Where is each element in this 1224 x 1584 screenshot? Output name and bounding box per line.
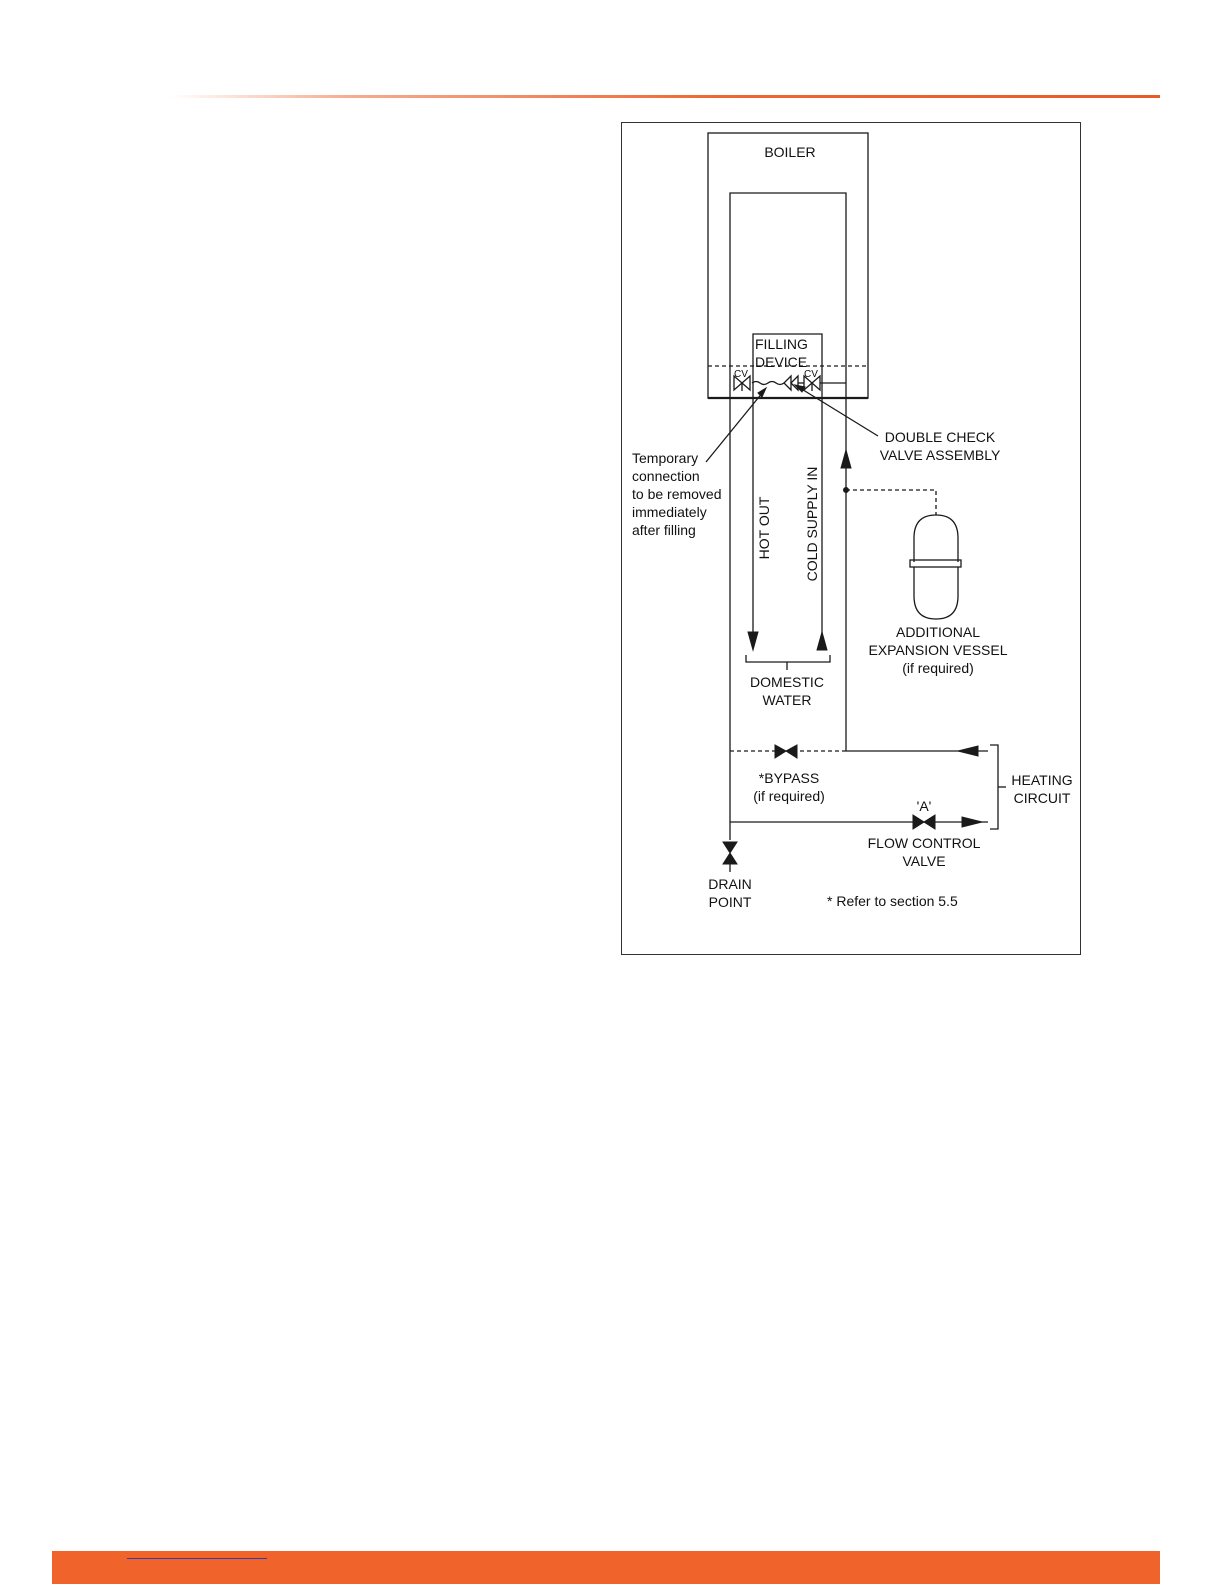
footer-bar: [52, 1551, 1160, 1584]
flow-control-valve-icon: [913, 815, 935, 829]
expansion-vessel-link: [846, 490, 936, 515]
cv-right-label: CV: [804, 369, 818, 380]
cold-supply-arrow-icon: [817, 632, 827, 650]
heating-flow-arrow-icon: [962, 817, 982, 827]
cold-supply-label: COLD SUPPLY IN: [804, 466, 820, 582]
hot-out-arrow-icon: [748, 632, 758, 650]
temporary-connection-leader: [706, 392, 763, 462]
expansion-label-3: (if required): [902, 660, 974, 676]
flow-control-label-1: FLOW CONTROL: [867, 835, 981, 851]
bypass-valve-icon: [775, 745, 797, 758]
double-check-leader: [800, 388, 878, 436]
domestic-water-bracket: [746, 655, 830, 662]
temporary-connection-hose: [752, 382, 784, 385]
expansion-label-2: EXPANSION VESSEL: [868, 642, 1008, 658]
bypass-label-2: (if required): [753, 788, 825, 804]
expansion-label-1: ADDITIONAL: [895, 624, 981, 640]
double-check-label-1: DOUBLE CHECK: [884, 429, 996, 445]
cv-left-label: CV: [734, 369, 748, 380]
heating-circuit-bracket: [990, 745, 998, 829]
return-arrow-icon: [841, 450, 851, 468]
heating-return-arrow-icon: [958, 746, 978, 756]
boiler-label: BOILER: [764, 144, 816, 160]
temporary-label-2: connection: [632, 468, 700, 484]
domestic-water-label-2: WATER: [762, 692, 812, 708]
drain-label-1: DRAIN: [708, 876, 752, 892]
heating-circuit-label-2: CIRCUIT: [1013, 790, 1071, 806]
bypass-label-1: *BYPASS: [758, 770, 820, 786]
drain-valve-icon: [723, 842, 737, 872]
filling-device-label-1: FILLING: [755, 336, 808, 352]
footnote-label: * Refer to section 5.5: [827, 893, 958, 909]
temporary-label-4: immediately: [632, 504, 707, 520]
double-check-label-2: VALVE ASSEMBLY: [879, 447, 1001, 463]
expansion-vessel-icon: [910, 515, 961, 619]
temporary-label-5: after filling: [632, 522, 696, 538]
heating-circuit-label-1: HEATING: [1011, 772, 1073, 788]
hot-out-label: HOT OUT: [756, 496, 772, 560]
filling-device-label-2: DEVICE: [755, 354, 808, 370]
drain-label-2: POINT: [708, 894, 752, 910]
footer-link-underline[interactable]: [127, 1558, 267, 1559]
valve-a-label: 'A': [916, 798, 932, 814]
domestic-water-label-1: DOMESTIC: [750, 674, 824, 690]
flow-control-label-2: VALVE: [902, 853, 946, 869]
temporary-label-1: Temporary: [632, 450, 699, 466]
temporary-label-3: to be removed: [632, 486, 722, 502]
